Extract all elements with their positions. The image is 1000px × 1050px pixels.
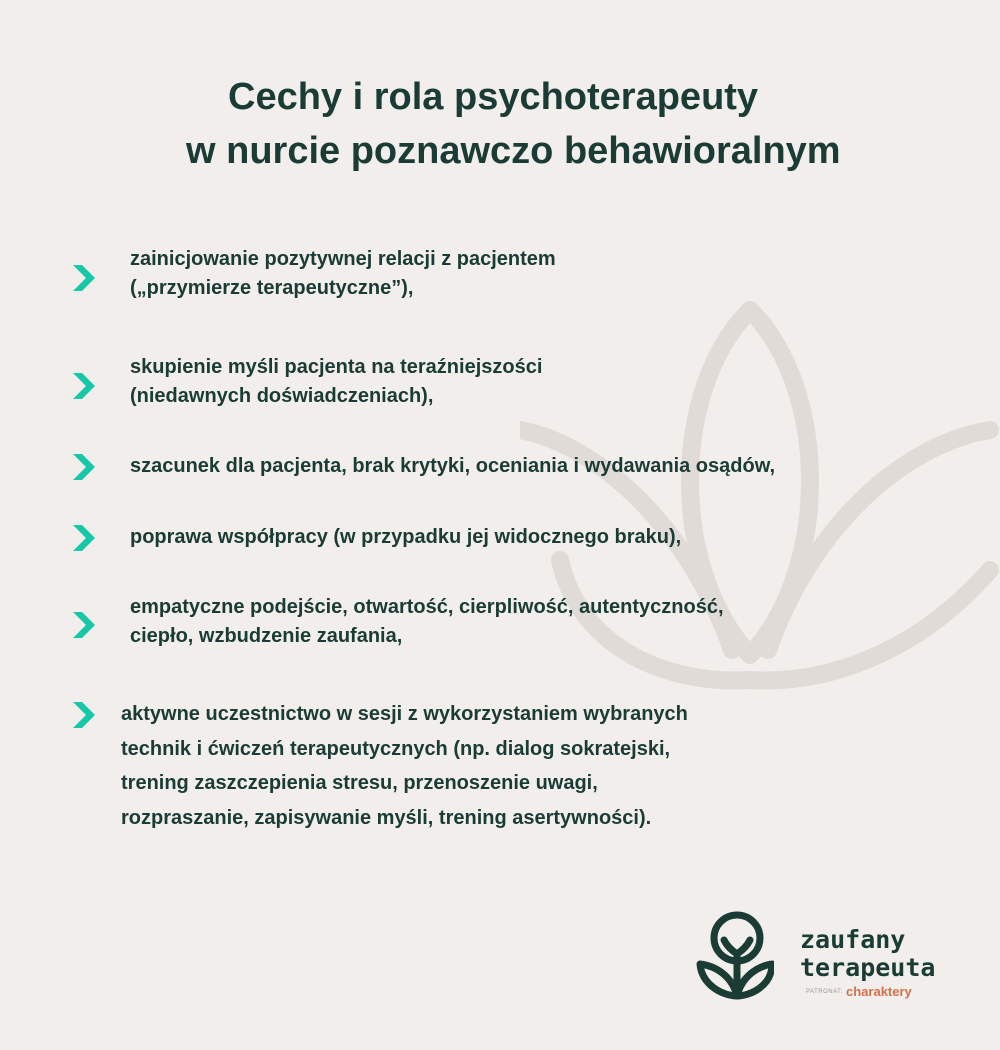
logo-word-2: terapeuta [800, 953, 936, 982]
patron-brand: charaktery [846, 984, 912, 999]
list-item-line: poprawa współpracy (w przypadku jej widocznego braku), [130, 526, 682, 548]
list-item-text [130, 245, 556, 303]
list-item-text [130, 353, 542, 411]
list-item-text [130, 593, 724, 651]
list-item-line: rozpraszanie, zapisywanie myśli, trening asertywności). [121, 806, 652, 829]
list-item-line: („przymierze terapeutyczne”), [130, 277, 414, 299]
list-item-line: empatyczne podejście, otwartość, cierpliwość, autentyczność, [130, 596, 724, 618]
lotus-icon [696, 910, 774, 1002]
chevron-right-icon [70, 523, 96, 553]
logo-word-1: zaufany [800, 925, 906, 954]
title-line-2: w nurcie poznawczo behawioralnym [186, 130, 841, 172]
list-item-text [121, 697, 688, 835]
list-item-line: trening zaszczepienia stresu, przenoszenie uwagi, [121, 772, 598, 794]
list-item-text [130, 452, 775, 481]
patronat-label: PATRONAT: [806, 989, 843, 995]
list-item-line: ciepło, wzbudzenie zaufania, [130, 625, 403, 647]
chevron-right-icon [70, 610, 96, 640]
list-item-line: technik i ćwiczeń terapeutycznych (np. dialog sokratejski, [121, 737, 671, 760]
chevron-right-icon [70, 371, 96, 401]
chevron-right-icon [70, 452, 96, 482]
brand-logo [696, 910, 956, 1010]
chevron-right-icon [70, 700, 96, 730]
list-item-line: skupienie myśli pacjenta na teraźniejszości [130, 356, 543, 378]
list-item-text [130, 523, 681, 552]
chevron-right-icon [70, 263, 96, 293]
title-line-1: Cechy i rola psychoterapeuty [228, 76, 759, 118]
list-item-line: szacunek dla pacjenta, brak krytyki, oceniania i wydawania osądów, [130, 455, 776, 477]
lotus-watermark-icon [520, 280, 1000, 720]
list-item-line: aktywne uczestnictwo w sesji z wykorzystaniem wybranych [121, 703, 688, 725]
list-item-line: (niedawnych doświadczeniach), [130, 385, 434, 407]
list-item-line: zainicjowanie pozytywnej relacji z pacjentem [130, 248, 556, 270]
